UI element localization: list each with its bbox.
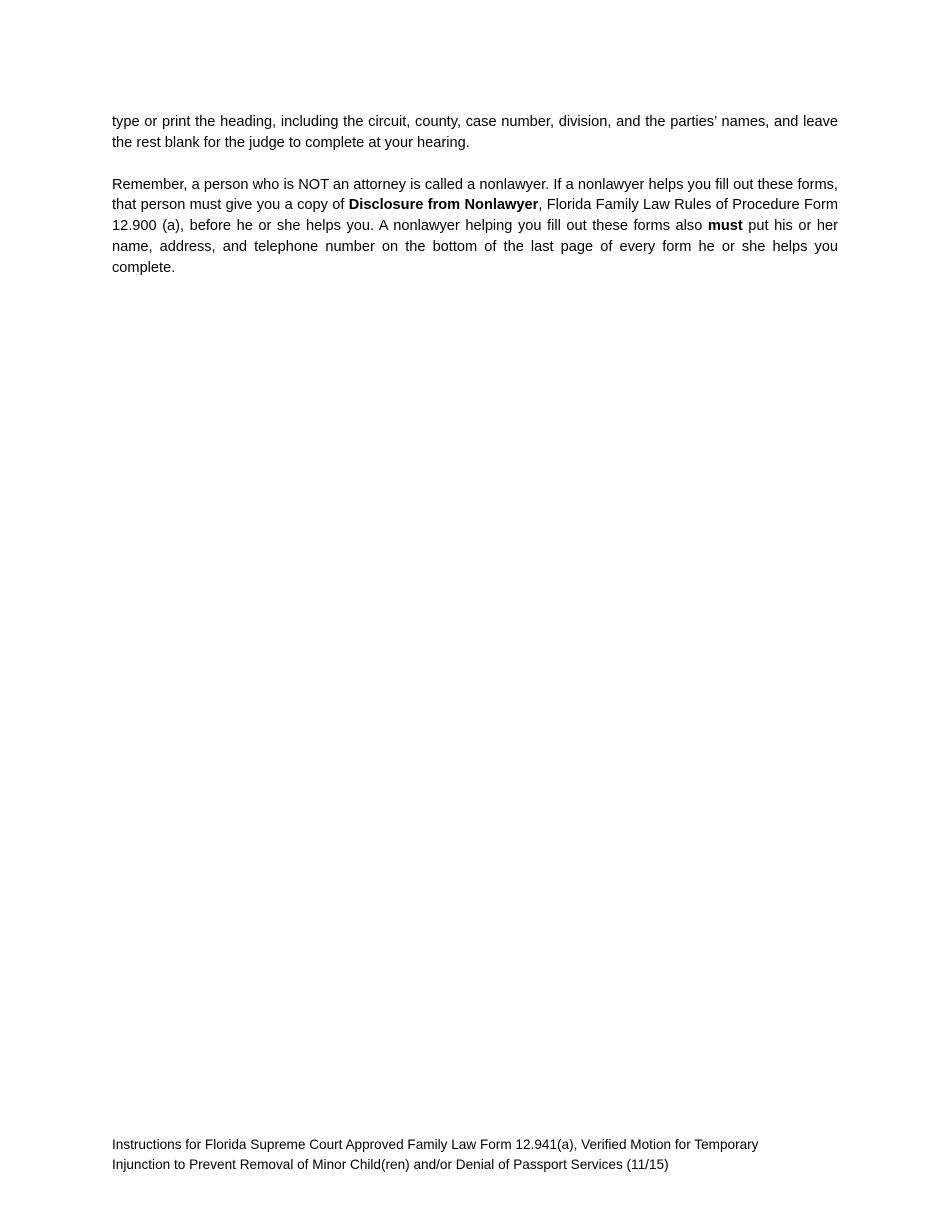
page-body [112,112,838,300]
paragraph-text: , Florida Family Law Rules of Procedure Form 12.900 (a), before he or she helps you. A nonlawyer helping you fill out these forms also [112,197,838,235]
paragraph-nonlawyer-notice [112,175,838,279]
disclosure-form-title: Disclosure from Nonlawyer [348,197,539,214]
footer-line-2: Injunction to Prevent Removal of Minor Child(ren) and/or Denial of Passport Services (11/15) [112,1157,669,1172]
paragraph-text: Remember, a person who is NOT an attorney is called a nonlawyer. If a nonlawyer helps you fill out these forms, that person must give you a copy of [112,176,838,214]
paragraph-heading-instructions: type or print the heading, including the circuit, county, case number, division, and the parties’ names, and leave the rest blank for the judge to complete at your hearing. [112,114,838,151]
paragraph-text: put his or her name, address, and telephone number on the bottom of the last page of every form he or she helps you complete. [112,218,838,276]
footer-line-1: Instructions for Florida Supreme Court Approved Family Law Form 12.941(a), Verified Motion for Temporary [112,1137,759,1152]
emphasis-must: must [707,218,743,235]
page-footer [112,1135,832,1175]
